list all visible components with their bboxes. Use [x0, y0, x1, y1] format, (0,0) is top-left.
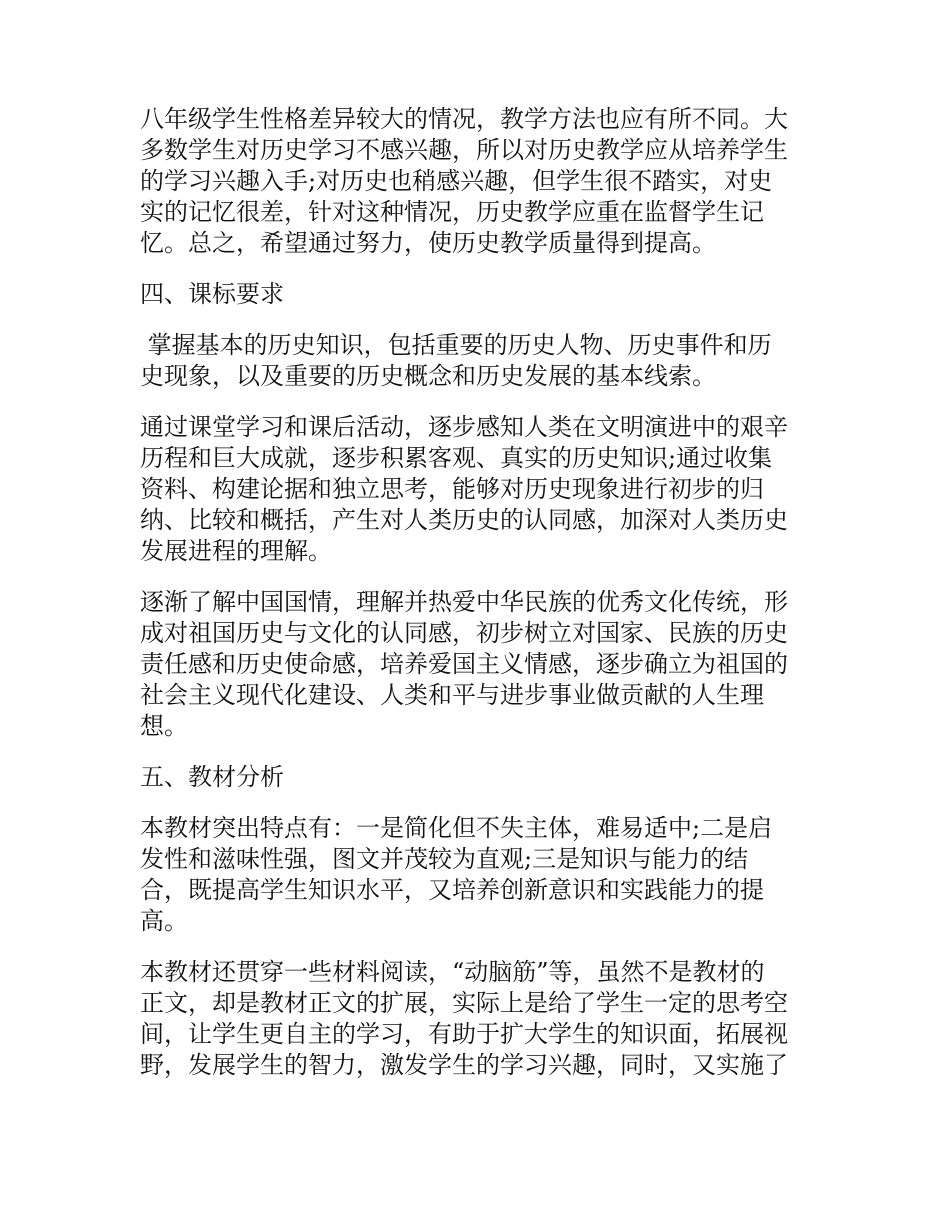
- text-line: 掌握基本的历史知识，包括重要的历史人物、历史事件和历: [140, 331, 772, 359]
- heading-text: 五、教材分析: [140, 763, 284, 791]
- paragraph-student-analysis: [140, 104, 812, 259]
- text-line: 史现象，以及重要的历史概念和历史发展的基本线索。: [140, 362, 716, 390]
- text-line: 八年级学生性格差异较大的情况，教学方法也应有所不同。大: [140, 105, 788, 133]
- paragraph-textbook-features: [140, 813, 812, 937]
- section-heading-textbook: [140, 762, 812, 793]
- text-line: 正文，却是教材正文的扩展，实际上是给了学生一定的思考空: [140, 989, 788, 1017]
- text-line: 通过课堂学习和课后活动，逐步感知人类在文明演进中的艰辛: [140, 413, 788, 441]
- text-line: 忆。总之，希望通过努力，使历史教学质量得到提高。: [140, 229, 716, 257]
- text-line: 历程和巨大成就，逐步积累客观、真实的历史知识;通过收集: [140, 444, 773, 472]
- text-line: 想。: [140, 712, 188, 740]
- text-line: 本教材还贯穿一些材料阅读，“动脑筋”等，虽然不是教材的: [140, 958, 765, 986]
- document-body: [140, 104, 812, 1101]
- text-line: 野，发展学生的智力，激发学生的学习兴趣，同时，又实施了: [140, 1051, 788, 1079]
- text-line: 发性和滋味性强，图文并茂较为直观;三是知识与能力的结: [140, 845, 749, 873]
- text-line: 多数学生对历史学习不感兴趣，所以对历史教学应从培养学生: [140, 136, 788, 164]
- text-line: 纳、比较和概括，产生对人类历史的认同感，加深对人类历史: [140, 506, 788, 534]
- text-line: 合，既提高学生知识水平，又培养创新意识和实践能力的提: [140, 876, 764, 904]
- paragraph-learning-process: [140, 412, 812, 567]
- text-line: 的学习兴趣入手;对历史也稍感兴趣，但学生很不踏实，对史: [140, 167, 773, 195]
- heading-text: 四、课标要求: [140, 280, 284, 308]
- text-line: 高。: [140, 907, 188, 935]
- text-line: 责任感和历史使命感，培养爱国主义情感，逐步确立为祖国的: [140, 650, 788, 678]
- text-line: 实的记忆很差，针对这种情况，历史教学应重在监督学生记: [140, 198, 764, 226]
- text-line: 社会主义现代化建设、人类和平与进步事业做贡献的人生理: [140, 681, 764, 709]
- section-heading-curriculum: [140, 279, 812, 310]
- paragraph-knowledge: [140, 330, 812, 392]
- text-line: 发展进程的理解。: [140, 537, 332, 565]
- text-line: 逐渐了解中国国情，理解并热爱中华民族的优秀文化传统，形: [140, 588, 788, 616]
- paragraph-textbook-materials: [140, 957, 812, 1081]
- text-line: 成对祖国历史与文化的认同感，初步树立对国家、民族的历史: [140, 619, 788, 647]
- text-line: 本教材突出特点有：一是简化但不失主体，难易适中;二是启: [140, 814, 773, 842]
- text-line: 资料、构建论据和独立思考，能够对历史现象进行初步的归: [140, 475, 764, 503]
- paragraph-national-understanding: [140, 587, 812, 742]
- text-line: 间，让学生更自主的学习，有助于扩大学生的知识面，拓展视: [140, 1020, 788, 1048]
